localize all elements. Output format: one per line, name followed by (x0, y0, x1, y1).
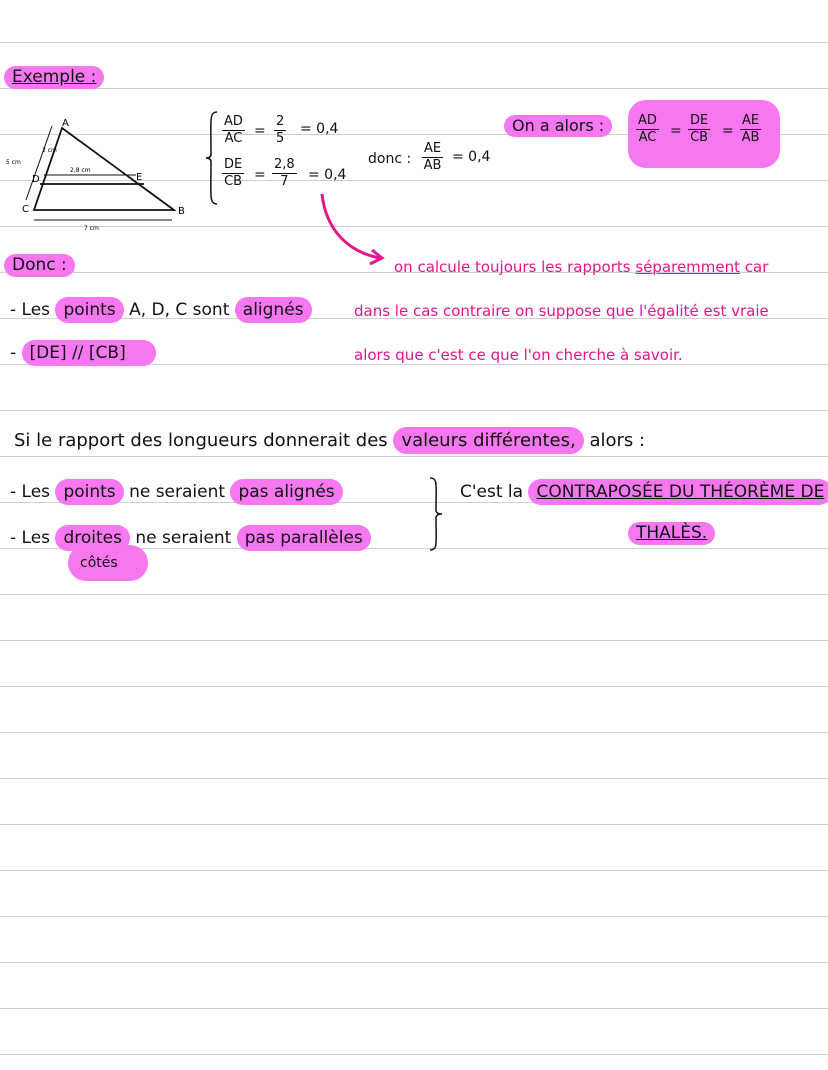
pas-paralleles-highlight: pas parallèles (237, 525, 371, 551)
point-c-label: C (22, 204, 29, 215)
alignes-highlight: alignés (235, 297, 312, 323)
triangle-figure (4, 112, 204, 242)
donc-heading: Donc : (4, 254, 75, 277)
example-heading (4, 66, 104, 89)
conclusion-line-2: THALÈS. (628, 522, 715, 545)
conclusion-line-1: C'est la CONTRAPOSÉE DU THÉORÈME DE (460, 484, 828, 501)
triangle-abc (34, 128, 174, 210)
ratio-ae-ab: $\frac{AE}{AB}$ (423, 141, 442, 173)
ratio-28-7: $\frac{2,8}{7}$ (274, 157, 295, 189)
si-line: Si le rapport des longueurs donnerait des valeurs différentes, alors : (14, 432, 645, 450)
arrow-icon (318, 190, 388, 270)
note-line-3: alors que c'est ce que l'on cherche à savoir. (354, 346, 683, 364)
alors-frac-de-cb: $\frac{DE}{CB}$ (690, 113, 709, 145)
si-bullet-1: - Les points ne seraient pas alignés (10, 484, 343, 501)
point-e-label: E (136, 172, 143, 183)
ratio-de-cb: $\frac{DE}{CB}$ (224, 157, 243, 189)
alors-frac-ae-ab: $\frac{AE}{AB}$ (741, 113, 760, 145)
ratio1-value: = 0,4 (300, 121, 339, 137)
si-bullet-2: - Les droites ne seraient pas parallèles (10, 530, 371, 547)
ratio-2-5: $\frac{2}{5}$ (276, 114, 285, 146)
length-ad: 2 cm (42, 147, 57, 154)
note-line-1: on calcule toujours les rapports séparemment car (394, 258, 769, 276)
donc-line-1: - Les points A, D, C sont alignés (10, 302, 312, 319)
ratio-ad-ac: $\frac{AD}{AC}$ (224, 114, 243, 146)
contraposee-highlight: CONTRAPOSÉE DU THÉORÈME DE (528, 479, 828, 505)
parallel-highlight: [DE] // [CB] (22, 340, 156, 366)
droites-highlight: droites (55, 525, 130, 551)
point-a-label: A (62, 118, 69, 129)
alors-label: On a alors : (504, 115, 612, 137)
conclusion-brace (428, 474, 444, 554)
system-brace (205, 110, 219, 206)
point-d-label: D (32, 174, 40, 185)
example-heading-text: Exemple : (12, 67, 97, 87)
length-de: 2,8 cm (70, 167, 91, 174)
note-line-2: dans le cas contraire on suppose que l'égalité est vraie (354, 302, 769, 320)
alors-frac-ad-ac: $\frac{AD}{AC}$ (638, 113, 657, 145)
measure-ac (26, 126, 52, 200)
donc-line-2: - [DE] // [CB] (10, 345, 156, 362)
point-b-label: B (178, 206, 185, 217)
length-cb: 7 cm (84, 225, 99, 232)
length-ac: 5 cm (6, 159, 21, 166)
donc-inline: donc : (368, 151, 412, 167)
valeurs-highlight: valeurs différentes, (393, 427, 583, 454)
cotes-word: côtés (80, 555, 118, 571)
pas-alignes-highlight: pas alignés (230, 479, 342, 505)
ratio2-value: = 0,4 (308, 167, 347, 183)
points-highlight: points (55, 297, 123, 323)
ratio3-value: = 0,4 (452, 149, 491, 165)
points-highlight-2: points (55, 479, 123, 505)
